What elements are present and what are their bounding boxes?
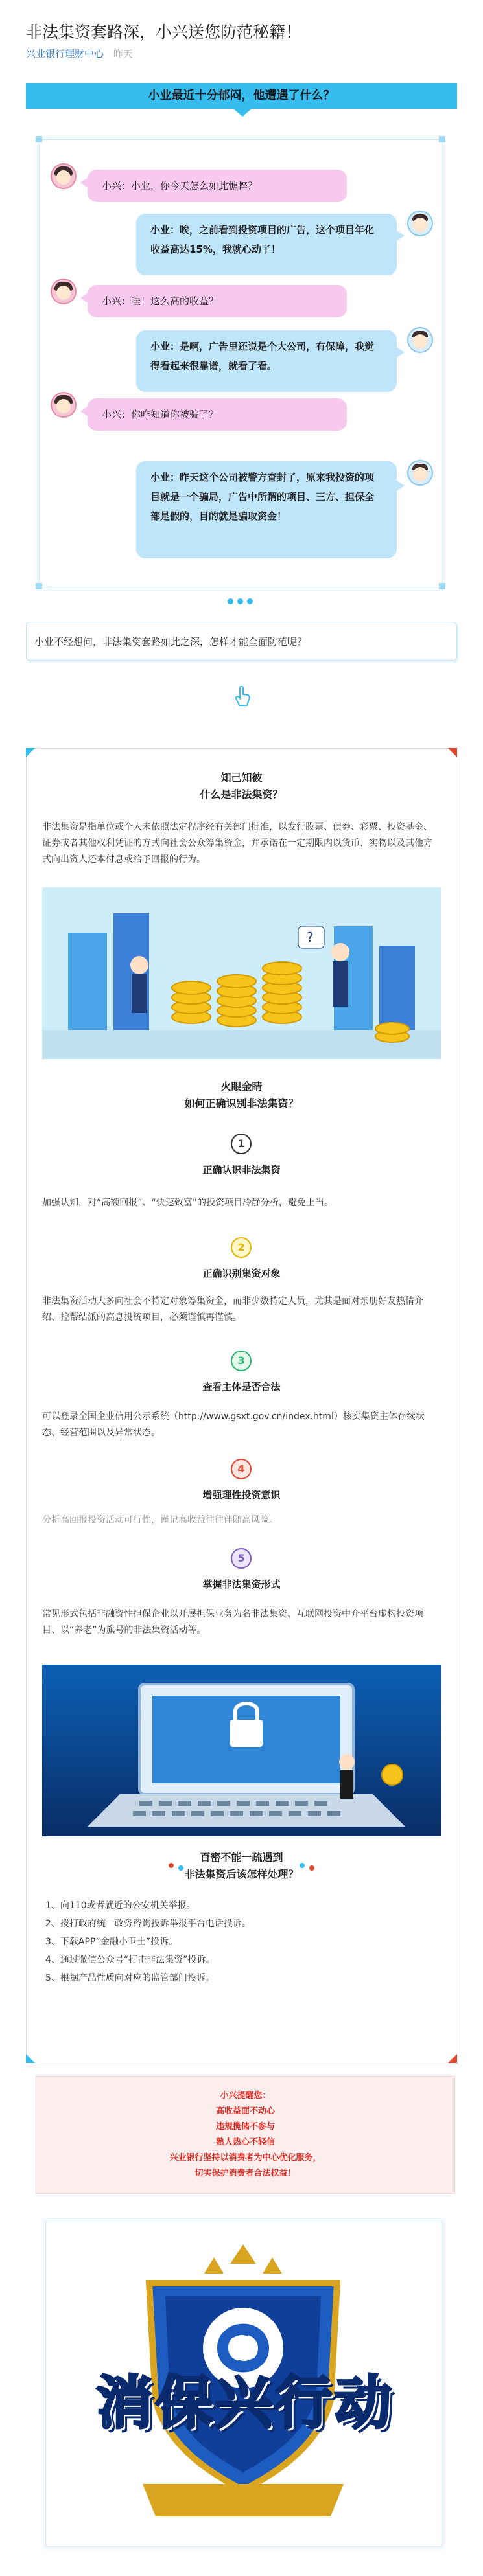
chat-message-boy: 小业：昨天这个公司被警方查封了，原来我投资的项目就是一个骗局，广告中所谓的项目、三方、担保全部是假的，目的就是骗取资金！ bbox=[136, 461, 397, 558]
section-heading: 百密不能一疏遇到 bbox=[200, 1851, 283, 1864]
definition-text: 非法集资是指单位或个人未依照法定程序经有关部门批准，以发行股票、债券、彩票、投资基金、证券或者其他权利凭证的方式向社会公众筹集资金，并承诺在一定期限内以货币、实物以及其他方式向出资人还本付息或给予回报的行为。 bbox=[42, 822, 432, 865]
bubble-tail bbox=[397, 347, 405, 358]
step-number-icon: 1 bbox=[231, 1134, 252, 1154]
pointing-hand-icon bbox=[233, 685, 252, 707]
reminder-box bbox=[36, 2076, 455, 2194]
step-number-icon: 3 bbox=[231, 1351, 252, 1371]
step-text: 非法集资活动大多向社会不特定对象筹集资金，而非少数特定人员，尤其是面对亲朋好友热情介绍、控帮结派的高息投资项目，必须谨慎再谨慎。 bbox=[42, 1296, 423, 1323]
page-dots-icon bbox=[226, 595, 255, 607]
section-heading: 知己知彼 bbox=[220, 771, 263, 784]
article-time: 昨天 bbox=[113, 48, 133, 60]
action-item: 4、通过微信公众号“打击非法集资”投诉。 bbox=[45, 1955, 215, 1965]
boy-avatar-icon bbox=[407, 211, 433, 236]
step-text: 分析高回报投资活动可行性，谨记高收益往往伴随高风险。 bbox=[42, 1515, 278, 1525]
banner-arrow bbox=[233, 109, 252, 117]
decor-dot-icon bbox=[178, 1865, 183, 1871]
section-heading: 如何正确识别非法集资？ bbox=[184, 1097, 299, 1110]
section-heading: 火眼金睛 bbox=[220, 1080, 263, 1093]
boy-avatar-icon bbox=[407, 327, 433, 353]
frame-corner-icon bbox=[439, 136, 445, 142]
action-item: 3、下载APP“金融小卫士”投诉。 bbox=[45, 1937, 178, 1947]
reminder-line: 兴业银行坚持以消费者为中心优化服务， bbox=[169, 2153, 322, 2163]
reminder-line: 熟人热心不轻信 bbox=[215, 2137, 275, 2147]
girl-avatar-icon bbox=[51, 163, 77, 189]
money-illustration bbox=[42, 887, 441, 1059]
reminder-line: 小兴提醒您： bbox=[220, 2091, 271, 2101]
step-text: 加强认知，对“高额回报”、“快速致富”的投资项目冷静分析，避免上当。 bbox=[42, 1198, 334, 1208]
step-title: 正确认识非法集资 bbox=[202, 1164, 281, 1176]
section-heading: 非法集资后该怎样处理？ bbox=[184, 1868, 299, 1880]
step-number-icon: 5 bbox=[231, 1548, 252, 1569]
decor-dot-icon bbox=[300, 1863, 305, 1868]
boy-avatar-icon bbox=[407, 460, 433, 486]
frame-corner-icon bbox=[439, 583, 445, 589]
step-title: 查看主体是否合法 bbox=[202, 1381, 281, 1393]
reminder-line: 切实保护消费者合法权益！ bbox=[194, 2169, 296, 2178]
card-corner-icon bbox=[448, 2054, 457, 2063]
step-text: 常见形式包括非融资性担保企业以开展担保业务为名非法集资、互联网投资中介平台虚构投资项目、以“养老”为旗号的非法集资活动等。 bbox=[42, 1609, 423, 1636]
bubble-tail bbox=[397, 231, 405, 241]
step-title: 正确识别集资对象 bbox=[202, 1268, 281, 1279]
frame-corner-icon bbox=[36, 583, 42, 589]
card-corner-icon bbox=[26, 2054, 35, 2063]
question-box: 小业不经想问，非法集资套路如此之深，怎样才能全面防范呢？ bbox=[26, 622, 457, 661]
article-title: 非法集资套路深，小兴送您防范秘籍！ bbox=[26, 23, 302, 41]
step-number-icon: 4 bbox=[231, 1459, 252, 1479]
card-corner-icon bbox=[26, 748, 35, 757]
chat-message-girl: 小兴：小业，你今天怎么如此憔悴？ bbox=[88, 170, 347, 202]
svg-text:?: ? bbox=[307, 929, 314, 945]
step-title: 掌握非法集资形式 bbox=[202, 1579, 281, 1590]
girl-avatar-icon bbox=[51, 279, 77, 304]
step-text: 可以登录全国企业信用公示系统（http://www.gsxt.gov.cn/index.html）核实集资主体存续状态、经营范围以及异常状态。 bbox=[42, 1411, 425, 1438]
action-item: 1、向110或者就近的公安机关举报。 bbox=[45, 1900, 196, 1911]
section-heading: 什么是非法集资？ bbox=[200, 788, 283, 801]
reminder-line: 违规揽储不参与 bbox=[215, 2122, 275, 2132]
step-title: 增强理性投资意识 bbox=[202, 1489, 281, 1501]
card-corner-icon bbox=[448, 748, 457, 757]
security-illustration bbox=[42, 1665, 441, 1836]
action-item: 5、根据产品性质向对应的监管部门投诉。 bbox=[45, 1973, 215, 1983]
chat-message-girl: 小兴：哇！这么高的收益？ bbox=[88, 285, 347, 317]
frame-corner-icon bbox=[36, 136, 42, 142]
bubble-tail bbox=[397, 481, 405, 491]
chat-message-boy: 小业：是啊，广告里还说是个大公司，有保障，我觉得看起来很靠谱，就看了看。 bbox=[136, 330, 397, 392]
article-source[interactable]: 兴业银行理财中心 bbox=[26, 48, 104, 60]
reminder-line: 高收益面不动心 bbox=[215, 2106, 275, 2116]
chat-message-girl: 小兴：你咋知道你被骗了？ bbox=[88, 398, 347, 431]
step-number-icon: 2 bbox=[231, 1237, 252, 1258]
chat-message-boy: 小业：唉，之前看到投资项目的广告，这个项目年化收益高达15%，我就心动了！ bbox=[136, 214, 397, 275]
action-item: 2、拨打政府统一政务咨询投诉举报平台电话投诉。 bbox=[45, 1919, 251, 1929]
article-meta bbox=[26, 47, 133, 60]
decor-dot-icon bbox=[169, 1863, 174, 1868]
girl-avatar-icon bbox=[51, 392, 77, 418]
chat-banner: 小业最近十分郁闷，他遭遇了什么？ bbox=[26, 83, 457, 109]
logo-text: 消保兴行动 bbox=[95, 2369, 394, 2436]
decor-dot-icon bbox=[309, 1865, 314, 1871]
